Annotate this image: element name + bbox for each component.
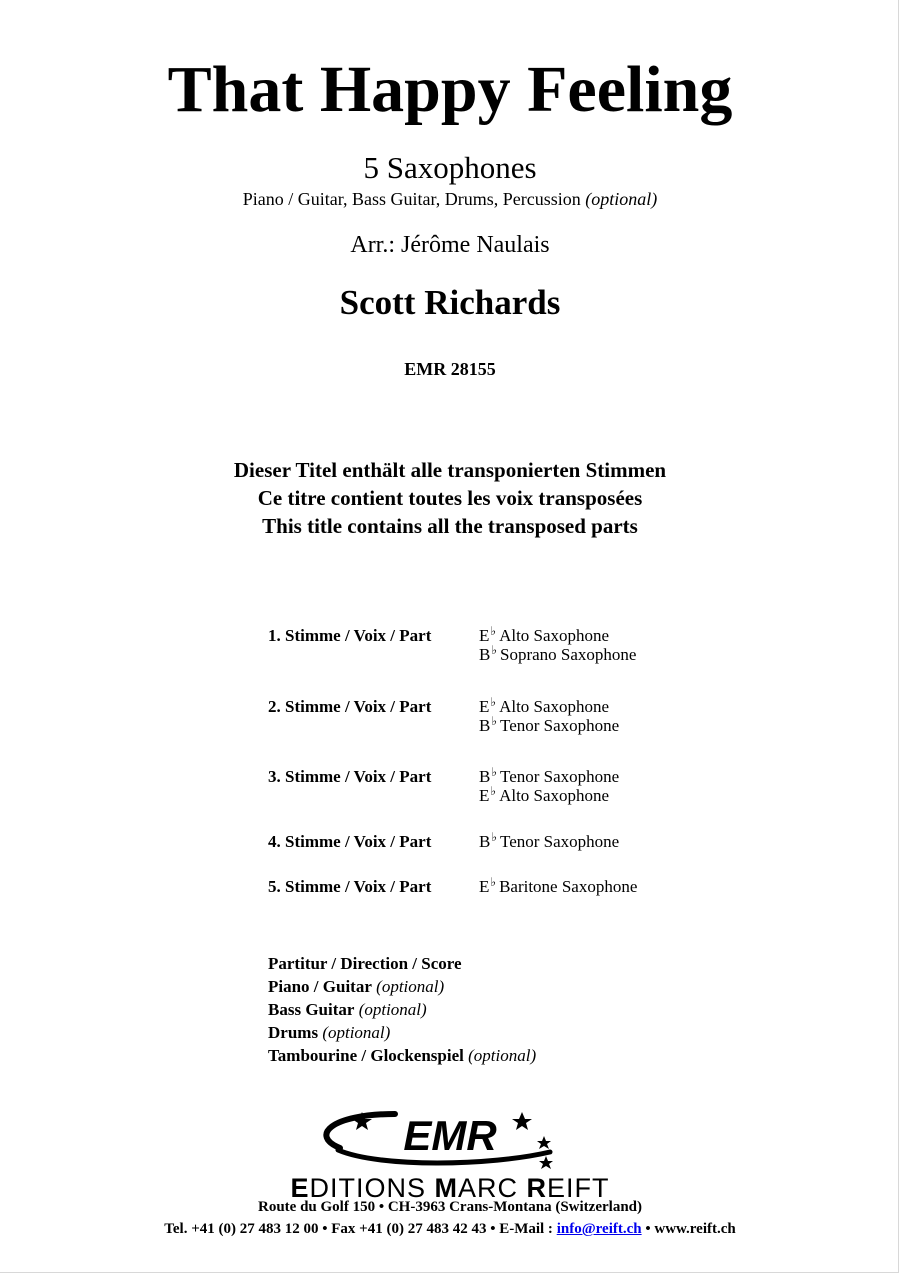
instrumentation-optional: (optional) <box>585 189 658 209</box>
extra-part: Piano / Guitar (optional) <box>268 977 445 996</box>
arranger: Arr.: Jérôme Naulais <box>350 232 550 258</box>
extra-part: Drums (optional) <box>268 1023 391 1042</box>
catalog-number: EMR 28155 <box>404 359 496 379</box>
publisher-address: Route du Golf 150 • CH-3963 Crans-Montana (Switzerland) <box>258 1199 642 1215</box>
ensemble-subtitle: 5 Saxophones <box>363 150 537 185</box>
email-link[interactable]: info@reift.ch <box>556 1221 642 1237</box>
note-french: Ce titre contient toutes les voix transposées <box>257 486 643 510</box>
publisher-contact: Tel. +41 (0) 27 483 12 00 • Fax +41 (0) 27 483 42 43 • E-Mail : info@reift.ch • www.reift.ch <box>164 1221 736 1237</box>
flat-symbol: ♭ <box>491 830 498 844</box>
flat-symbol: ♭ <box>490 875 497 889</box>
composer-name: Scott Richards <box>339 283 561 322</box>
part-label: 5. Stimme / Voix / Part <box>268 877 432 896</box>
part-instrument: E♭ Alto Saxophone <box>479 624 610 645</box>
instrumentation-text: Piano / Guitar, Bass Guitar, Drums, Percussion <box>242 189 581 209</box>
note-german: Dieser Titel enthält alle transponierten Stimmen <box>233 458 667 482</box>
note-english: This title contains all the transposed parts <box>262 514 638 538</box>
part-instrument: E♭ Alto Saxophone <box>479 784 610 805</box>
part-instrument: E♭ Alto Saxophone <box>479 695 610 716</box>
part-label: 4. Stimme / Voix / Part <box>268 832 432 851</box>
extra-part: Bass Guitar (optional) <box>268 1000 427 1019</box>
part-instrument: E♭ Baritone Saxophone <box>479 875 638 896</box>
part-instrument: B♭ Tenor Saxophone <box>479 830 620 851</box>
part-label: 3. Stimme / Voix / Part <box>268 767 432 786</box>
extra-part: Partitur / Direction / Score <box>268 954 462 973</box>
flat-symbol: ♭ <box>491 714 498 728</box>
part-instrument: B♭ Tenor Saxophone <box>479 765 620 786</box>
svg-text:EMR: EMR <box>403 1112 497 1159</box>
publisher-name: EDITIONS MARC REIFT <box>290 1173 610 1203</box>
flat-symbol: ♭ <box>491 765 498 779</box>
part-instrument: B♭ Tenor Saxophone <box>479 714 620 735</box>
flat-symbol: ♭ <box>490 784 497 798</box>
flat-symbol: ♭ <box>490 624 497 638</box>
piece-title: That Happy Feeling <box>167 53 733 126</box>
part-instrument: B♭ Soprano Saxophone <box>479 643 637 664</box>
emr-logo <box>300 1106 600 1174</box>
flat-symbol: ♭ <box>490 695 497 709</box>
flat-symbol: ♭ <box>491 643 498 657</box>
extra-part: Tambourine / Glockenspiel (optional) <box>268 1046 537 1065</box>
part-label: 1. Stimme / Voix / Part <box>268 626 432 645</box>
instrumentation-line <box>0 188 900 210</box>
part-label: 2. Stimme / Voix / Part <box>268 697 432 716</box>
